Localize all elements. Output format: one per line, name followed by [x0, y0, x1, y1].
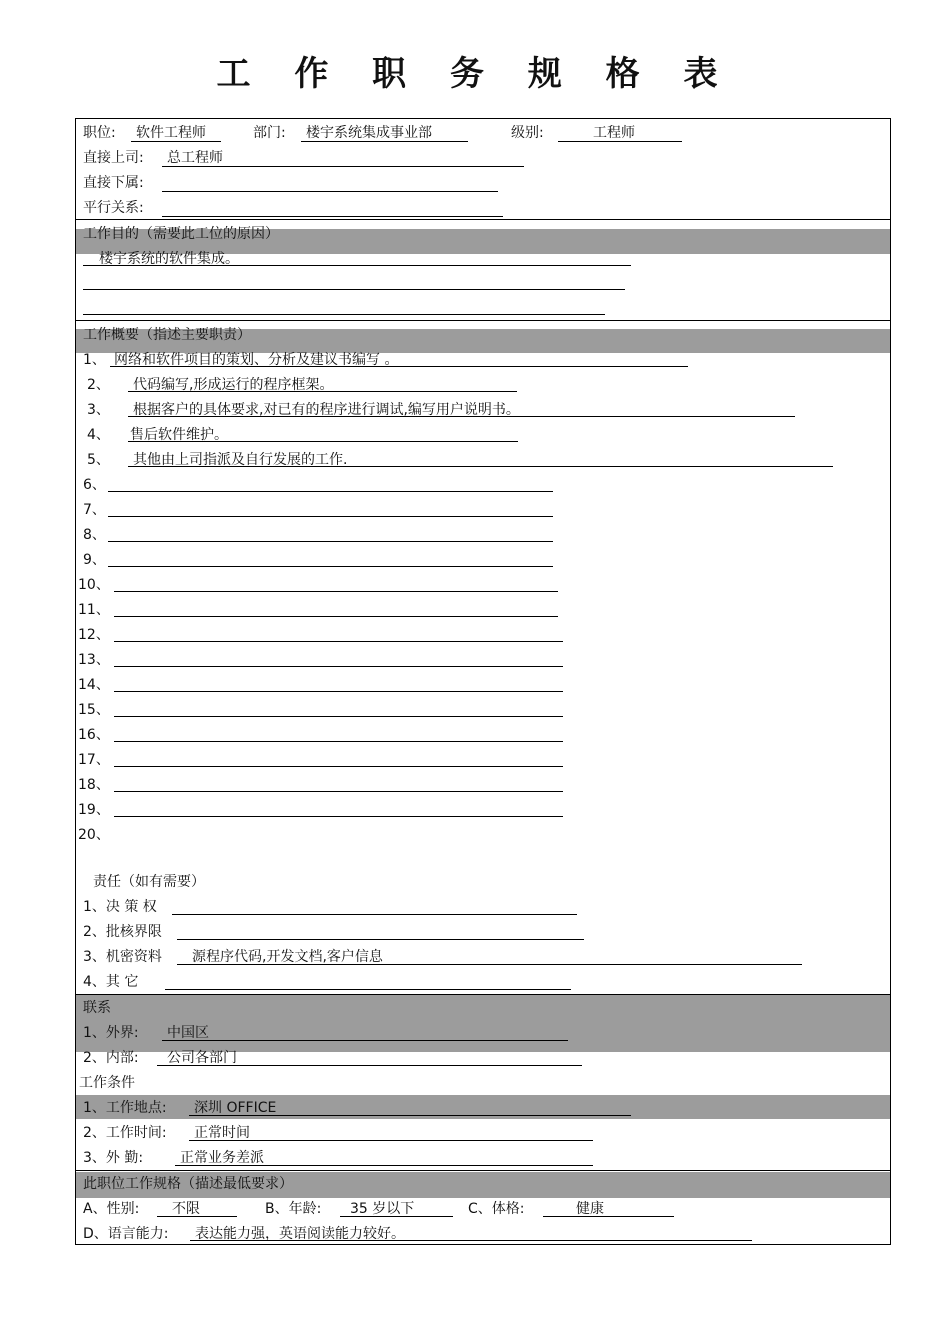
internal-value: 公司各部门: [167, 1050, 237, 1066]
duty-line: [110, 366, 688, 367]
travel-value: 正常业务差派: [180, 1150, 264, 1166]
duty-line: [108, 516, 553, 517]
divider-purpose: [75, 320, 891, 321]
other-label: 4、其 它: [83, 974, 139, 990]
duty-number: 17、: [78, 752, 110, 768]
age-label: B、年龄:: [265, 1201, 322, 1217]
duty-line: [114, 591, 558, 592]
approval-label: 2、批核界限: [83, 924, 162, 940]
duty-text: 代码编写,形成运行的程序框架。: [133, 377, 334, 393]
duty-line: [114, 616, 558, 617]
purpose-line-1: 楼宇系统的软件集成。: [99, 251, 239, 267]
responsibility-header: 责任（如有需要）: [93, 874, 205, 890]
duty-number: 3、: [87, 402, 110, 418]
duty-number: 2、: [87, 377, 110, 393]
confidential-label: 3、机密资料: [83, 949, 162, 965]
dept-label: 部门:: [253, 125, 286, 141]
duty-number: 1、: [83, 352, 106, 368]
duty-number: 10、: [78, 577, 110, 593]
duty-line: [108, 491, 553, 492]
duty-line: [114, 641, 563, 642]
superior-label: 直接上司:: [83, 150, 144, 166]
duty-number: 19、: [78, 802, 110, 818]
duty-line: [114, 716, 563, 717]
other-line: [165, 989, 571, 990]
purpose-header: 工作目的（需要此工位的原因）: [83, 226, 279, 242]
language-value: 表达能力强，英语阅读能力较好。: [195, 1226, 405, 1242]
contact-header: 联系: [83, 1000, 111, 1016]
duty-text: 其他由上司指派及自行发展的工作.: [133, 452, 348, 468]
duty-number: 16、: [78, 727, 110, 743]
duty-line: [108, 541, 553, 542]
language-label: D、语言能力:: [83, 1226, 169, 1242]
divider-responsibility: [75, 994, 891, 995]
duty-number: 4、: [87, 427, 110, 443]
duty-number: 7、: [83, 502, 106, 518]
level-label: 级别:: [511, 125, 544, 141]
duty-number: 13、: [78, 652, 110, 668]
duty-number: 11、: [78, 602, 110, 618]
build-value: 健康: [576, 1201, 604, 1217]
duty-number: 9、: [83, 552, 106, 568]
level-value: 工程师: [593, 125, 635, 141]
purpose-line-2: [83, 289, 625, 290]
age-value: 35 岁以下: [350, 1201, 415, 1217]
conditions-header: 工作条件: [79, 1075, 135, 1091]
page-title: 工 作 职 务 规 格 表: [216, 54, 734, 94]
divider-conditions: [75, 1170, 891, 1171]
duty-line: [128, 441, 518, 442]
decision-line: [172, 914, 577, 915]
position-label: 职位:: [83, 125, 116, 141]
internal-label: 2、内部:: [83, 1050, 139, 1066]
position-value: 软件工程师: [136, 125, 206, 141]
external-label: 1、外界:: [83, 1025, 139, 1041]
gender-label: A、性别:: [83, 1201, 140, 1217]
duty-line: [114, 816, 563, 817]
duty-text: 根据客户的具体要求,对已有的程序进行调试,编写用户说明书。: [133, 402, 520, 418]
peer-label: 平行关系:: [83, 200, 144, 216]
build-label: C、体格:: [468, 1201, 525, 1217]
travel-label: 3、外 勤:: [83, 1150, 144, 1166]
duty-number: 8、: [83, 527, 106, 543]
duty-line: [128, 416, 795, 417]
duty-line: [114, 666, 563, 667]
duty-number: 6、: [83, 477, 106, 493]
form-frame: [75, 118, 891, 1245]
duty-line: [114, 766, 563, 767]
dept-value: 楼宇系统集成事业部: [306, 125, 432, 141]
purpose-line-3: [83, 314, 605, 315]
duty-line: [114, 691, 563, 692]
duty-number: 15、: [78, 702, 110, 718]
duty-line: [128, 391, 517, 392]
subordinate-label: 直接下属:: [83, 175, 144, 191]
location-value: 深圳 OFFICE: [194, 1100, 277, 1116]
duty-number: 14、: [78, 677, 110, 693]
location-label: 1、工作地点:: [83, 1100, 167, 1116]
duty-number: 18、: [78, 777, 110, 793]
superior-value: 总工程师: [167, 150, 223, 166]
peer-line: [162, 216, 503, 217]
duty-line: [114, 741, 563, 742]
divider-basic: [75, 219, 891, 220]
specs-header: 此职位工作规格（描述最低要求）: [83, 1176, 293, 1192]
external-value: 中国区: [167, 1025, 209, 1041]
duty-number: 20、: [78, 827, 110, 843]
subordinate-line: [162, 191, 498, 192]
confidential-value: 源程序代码,开发文档,客户信息: [192, 949, 383, 965]
time-value: 正常时间: [194, 1125, 250, 1141]
duty-number: 12、: [78, 627, 110, 643]
duty-line: [108, 566, 553, 567]
time-label: 2、工作时间:: [83, 1125, 167, 1141]
approval-line: [177, 939, 584, 940]
duty-text: 网络和软件项目的策划、分析及建议书编写 。: [114, 352, 399, 368]
duty-number: 5、: [87, 452, 110, 468]
gender-value: 不限: [172, 1201, 200, 1217]
duties-header: 工作概要（指述主要职责）: [83, 327, 251, 343]
duty-line: [114, 791, 563, 792]
duty-text: 售后软件维护。: [130, 427, 228, 443]
decision-label: 1、决 策 权: [83, 899, 157, 915]
duty-line: [128, 466, 833, 467]
